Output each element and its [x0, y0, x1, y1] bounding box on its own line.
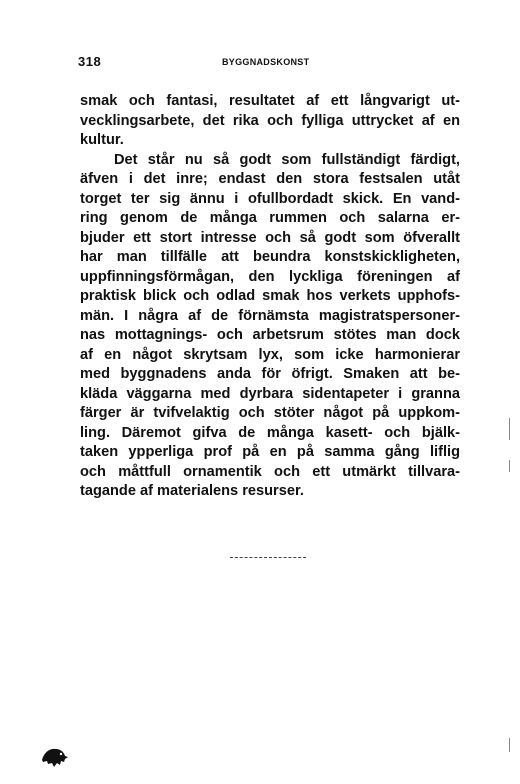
text-line: uppfinningsförmågan, den lyckliga föreningen af [80, 268, 460, 285]
text-line: män. I några af de förnämsta magistratspersoner- [80, 307, 460, 324]
text-line: kläda väggarna med dyrbara sidentapeter i granna [80, 385, 460, 402]
body-text [80, 92, 460, 502]
text-line: af en något skrytsam lyx, som icke harmonierar [80, 346, 460, 363]
text-line: praktisk blick och odlad smak hos verkets upphofs- [80, 288, 460, 304]
text-line: kultur. [80, 132, 124, 148]
margin-mark [509, 460, 510, 472]
section-separator [230, 557, 306, 558]
text-line: och måttfull ornamentik och ett utmärkt tillvara- [80, 463, 460, 480]
margin-mark [509, 418, 510, 440]
page-number: 318 [78, 54, 102, 69]
text-line: äfven i det inre; endast den stora festsalen utåt [80, 171, 460, 187]
text-line: torget ter sig ännu i ofullbordadt skick. En vand- [80, 190, 460, 207]
text-line: vecklingsarbete, det rika och fylliga uttrycket af en [80, 112, 460, 129]
printer-ornament-icon [40, 742, 70, 770]
page-header [78, 54, 458, 70]
text-line: ling. Däremot gifva de många kasett- och bjälk- [80, 424, 460, 441]
text-line: bjuder ett stort intresse och så godt som öfverallt [80, 229, 460, 246]
margin-mark [509, 738, 510, 752]
text-line: ring genom de många rummen och salarna er- [80, 210, 460, 226]
text-line: har man tillfälle att beundra konstskickligheten, [80, 249, 460, 265]
text-line: Det står nu så godt som fullständigt färdigt, [114, 151, 460, 168]
text-line: färger är tvifvelaktig och stöter något på uppkom- [80, 405, 460, 421]
text-line: smak och fantasi, resultatet af ett långvarigt ut- [80, 93, 460, 109]
text-line: tagande af materialens resurser. [80, 483, 304, 499]
running-head: BYGGNADSKONST [222, 57, 310, 67]
text-line: med byggnadens anda för öfrigt. Smaken att be- [80, 366, 460, 382]
text-line: taken ypperliga prof på en på samma gång liflig [80, 444, 460, 460]
text-line: nas mottagnings- och arbetsrum stötes man dock [80, 327, 460, 343]
